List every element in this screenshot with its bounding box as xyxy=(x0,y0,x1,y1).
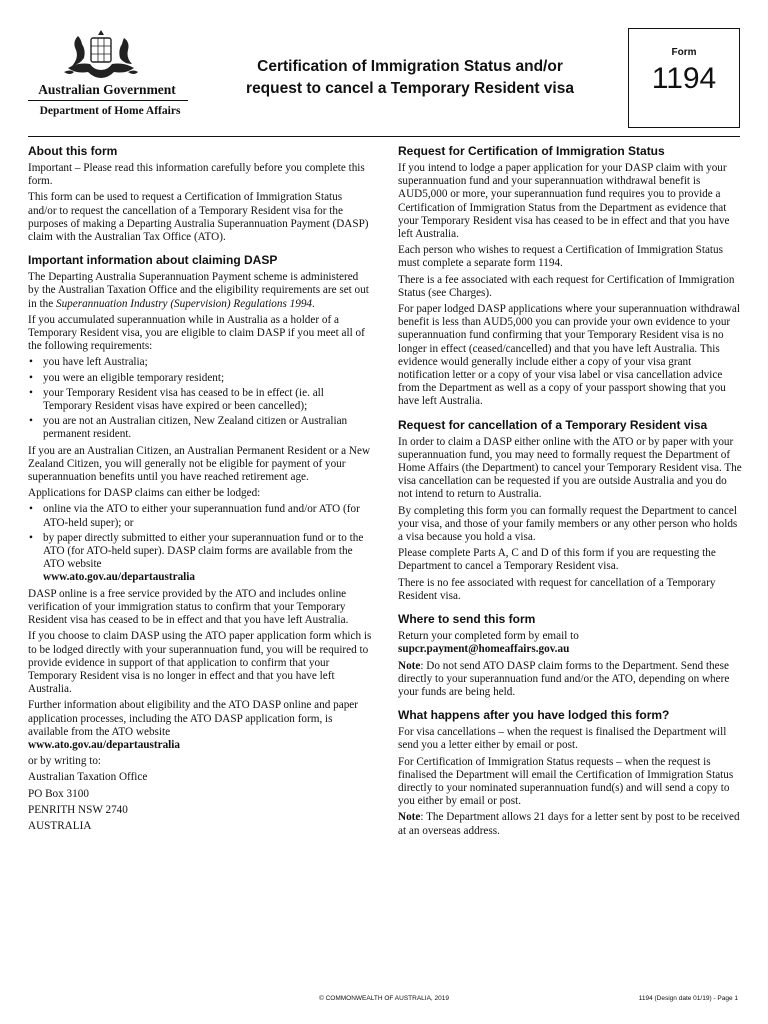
form-title xyxy=(212,56,608,100)
dasp-paragraph: The Departing Australia Superannuation Payment scheme is administered by the Australian Taxation Office and the eligibility requirements are set out in the Superannuation Industry (Supervision) Regulations 1994. xyxy=(28,271,369,310)
lodgement-list xyxy=(28,503,372,584)
ato-link[interactable]: www.ato.gov.au/departaustralia xyxy=(28,738,180,751)
cancellation-paragraph: In order to claim a DASP either online with the ATO or by paper with your superannuation fund, you may need to formally request the Department of Home Affairs (the Department) to cancel your Temporary Resident visa. The visa cancellation can be requested if you are outside Australia and you do not intend to return to Australia. xyxy=(398,435,742,501)
after-note: Note: The Department allows 21 days for a letter sent by post to be received at an overseas address. xyxy=(398,811,740,837)
certification-heading: Request for Certification of Immigration Status xyxy=(398,144,665,158)
certification-paragraph: For paper lodged DASP applications where your superannuation withdrawal benefit is less than AUD5,000 you can provide your own evidence to your superannuation fund confirming that your Temporary Resident visa is no longer in effect (ceased/cancelled) and that you have left Australia. This evidence would generally include either a copy of your visa grant notification letter or a copy of your visa label or visa cancellation advice from the Department as well as a copy of your passport showing that you have left Australia. xyxy=(398,303,740,408)
where-heading: Where to send this form xyxy=(398,612,536,627)
list-item: • you have left Australia; xyxy=(28,356,372,369)
form-number: 1194 xyxy=(651,62,717,95)
after-heading: What happens after you have lodged this form? xyxy=(398,708,670,723)
coat-of-arms-icon xyxy=(60,28,142,80)
header-divider xyxy=(28,136,740,137)
list-item: • you are not an Australian citizen, New Zealand citizen or Australian permanent resident. xyxy=(28,415,372,441)
certification-paragraph: There is a fee associated with each request for Certification of Immigration Status (see Charges). xyxy=(398,273,735,299)
address-line: AUSTRALIA xyxy=(28,819,92,832)
left-column xyxy=(28,144,372,836)
certification-paragraph: If you intend to lodge a paper application for your DASP claim with your superannuation fund and your superannuation withdrawal benefit is AUD5,000 or more, your superannuation fund requires you to provide a Certification of Immigration Status from the Department as evidence that your Temporary Resident visa has ceased to be in effect and that you have left Australia. xyxy=(398,162,730,241)
list-item: • your Temporary Resident visa has ceased to be in effect (ie. all Temporary Resident visas have expired or been cancelled); xyxy=(28,387,372,413)
page-info: 1194 (Design date 01/19) - Page 1 xyxy=(638,995,738,1002)
where-paragraph: Return your completed form by email to supcr.payment@homeaffairs.gov.au xyxy=(398,630,579,656)
after-paragraph: For Certification of Immigration Status requests – when the request is finalised the Department will email the Certification of Immigration Status directly to your nominated superannuation fund(s) and will send a copy to you either by email or post. xyxy=(398,755,734,808)
copyright-notice: © COMMONWEALTH OF AUSTRALIA, 2019 xyxy=(319,995,449,1002)
cancellation-paragraph: By completing this form you can formally request the Department to cancel your visa, and those of your family members or any other person who holds a visa because you hold a visa. xyxy=(398,504,738,544)
after-paragraph: For visa cancellations – when the request is finalised the Department will send you a letter either by email or post. xyxy=(398,726,727,752)
dasp-paragraph: If you accumulated superannuation while in Australia as a holder of a Temporary Resident visa, you are eligible to claim DASP if you meet all of the following requirements: xyxy=(28,313,365,353)
cancellation-paragraph: There is no fee associated with request for cancellation of a Temporary Resident visa. xyxy=(398,576,716,602)
list-item: • you were an eligible temporary resident; xyxy=(28,372,372,385)
list-item: • online via the ATO to either your superannuation fund and/or ATO (for ATO-held super); or xyxy=(28,503,372,529)
department-name: Department of Home Affairs xyxy=(39,105,181,117)
dasp-paragraph: Further information about eligibility and the ATO DASP online and paper application processes, including the ATO DASP application form, is available from the ATO website www.ato.gov.au/departaustralia xyxy=(28,699,358,751)
certification-paragraph: Each person who wishes to request a Certification of Immigration Status must complete a separate form 1194. xyxy=(398,244,723,270)
dasp-paragraph: Applications for DASP claims can either be lodged: xyxy=(28,487,261,500)
ato-link[interactable]: www.ato.gov.au/departaustralia xyxy=(43,571,195,584)
title-line-1: Certification of Immigration Status and/or xyxy=(257,58,563,75)
title-line-2: request to cancel a Temporary Resident visa xyxy=(246,80,574,97)
dasp-paragraph: If you choose to claim DASP using the ATO paper application form which is to be lodged directly with your superannuation fund, you will be required to provide evidence in support of that application to confirm that your Temporary Resident visa is no longer in effect and that you have left Australia. xyxy=(28,630,372,696)
address-line: Australian Taxation Office xyxy=(28,771,148,784)
cancellation-paragraph: Please complete Parts A, C and D of this form if you are requesting the Department to cancel a Temporary Resident visa. xyxy=(398,547,716,573)
email-link[interactable]: supcr.payment@homeaffairs.gov.au xyxy=(398,643,570,656)
about-paragraph: Important – Please read this information carefully before you complete this form. xyxy=(28,162,365,188)
right-column xyxy=(398,144,742,841)
form-label: Form xyxy=(671,47,697,58)
dasp-paragraph: DASP online is a free service provided by the ATO and includes online verification of your immigration status to confirm that your Temporary Resident visa has ceased to be in effect and that you have left Australia. xyxy=(28,587,349,627)
address-line: PENRITH NSW 2740 xyxy=(28,803,128,816)
list-item: • by paper directly submitted to either your superannuation fund or to the ATO (for ATO-held super). DASP claim forms are available from the ATO website www.ato.gov.au/departaustralia xyxy=(28,532,372,585)
about-paragraph: This form can be used to request a Certification of Immigration Status and/or to request the cancellation of a Temporary Resident visa for the purposes of making a Departing Australia Superannuation Payment (DASP) claim with the Australian Tax Office (ATO). xyxy=(28,191,369,244)
address-line: PO Box 3100 xyxy=(28,787,89,800)
dasp-paragraph: or by writing to: xyxy=(28,755,102,768)
dasp-heading: Important information about claiming DASP xyxy=(28,253,278,268)
where-note: Note: Do not send ATO DASP claim forms to the Department. Send these directly to your superannuation fund and/or the ATO, depending on where your funds are being held. xyxy=(398,659,730,698)
about-heading: About this form xyxy=(28,144,118,158)
requirements-list xyxy=(28,356,372,441)
cancellation-heading: Request for cancellation of a Temporary Resident visa xyxy=(398,417,708,432)
logo-divider xyxy=(28,100,188,101)
form-header xyxy=(0,0,768,140)
dasp-paragraph: If you are an Australian Citizen, an Australian Permanent Resident or a New Zealand Citizen, you will generally not be eligible for payment of your superannuation benefits until you have reached retirement age. xyxy=(28,444,371,484)
regulation-title: Superannuation Industry (Supervision) Regulations 1994 xyxy=(55,297,313,310)
government-name: Australian Government xyxy=(38,82,176,97)
form-number-box xyxy=(628,28,740,128)
